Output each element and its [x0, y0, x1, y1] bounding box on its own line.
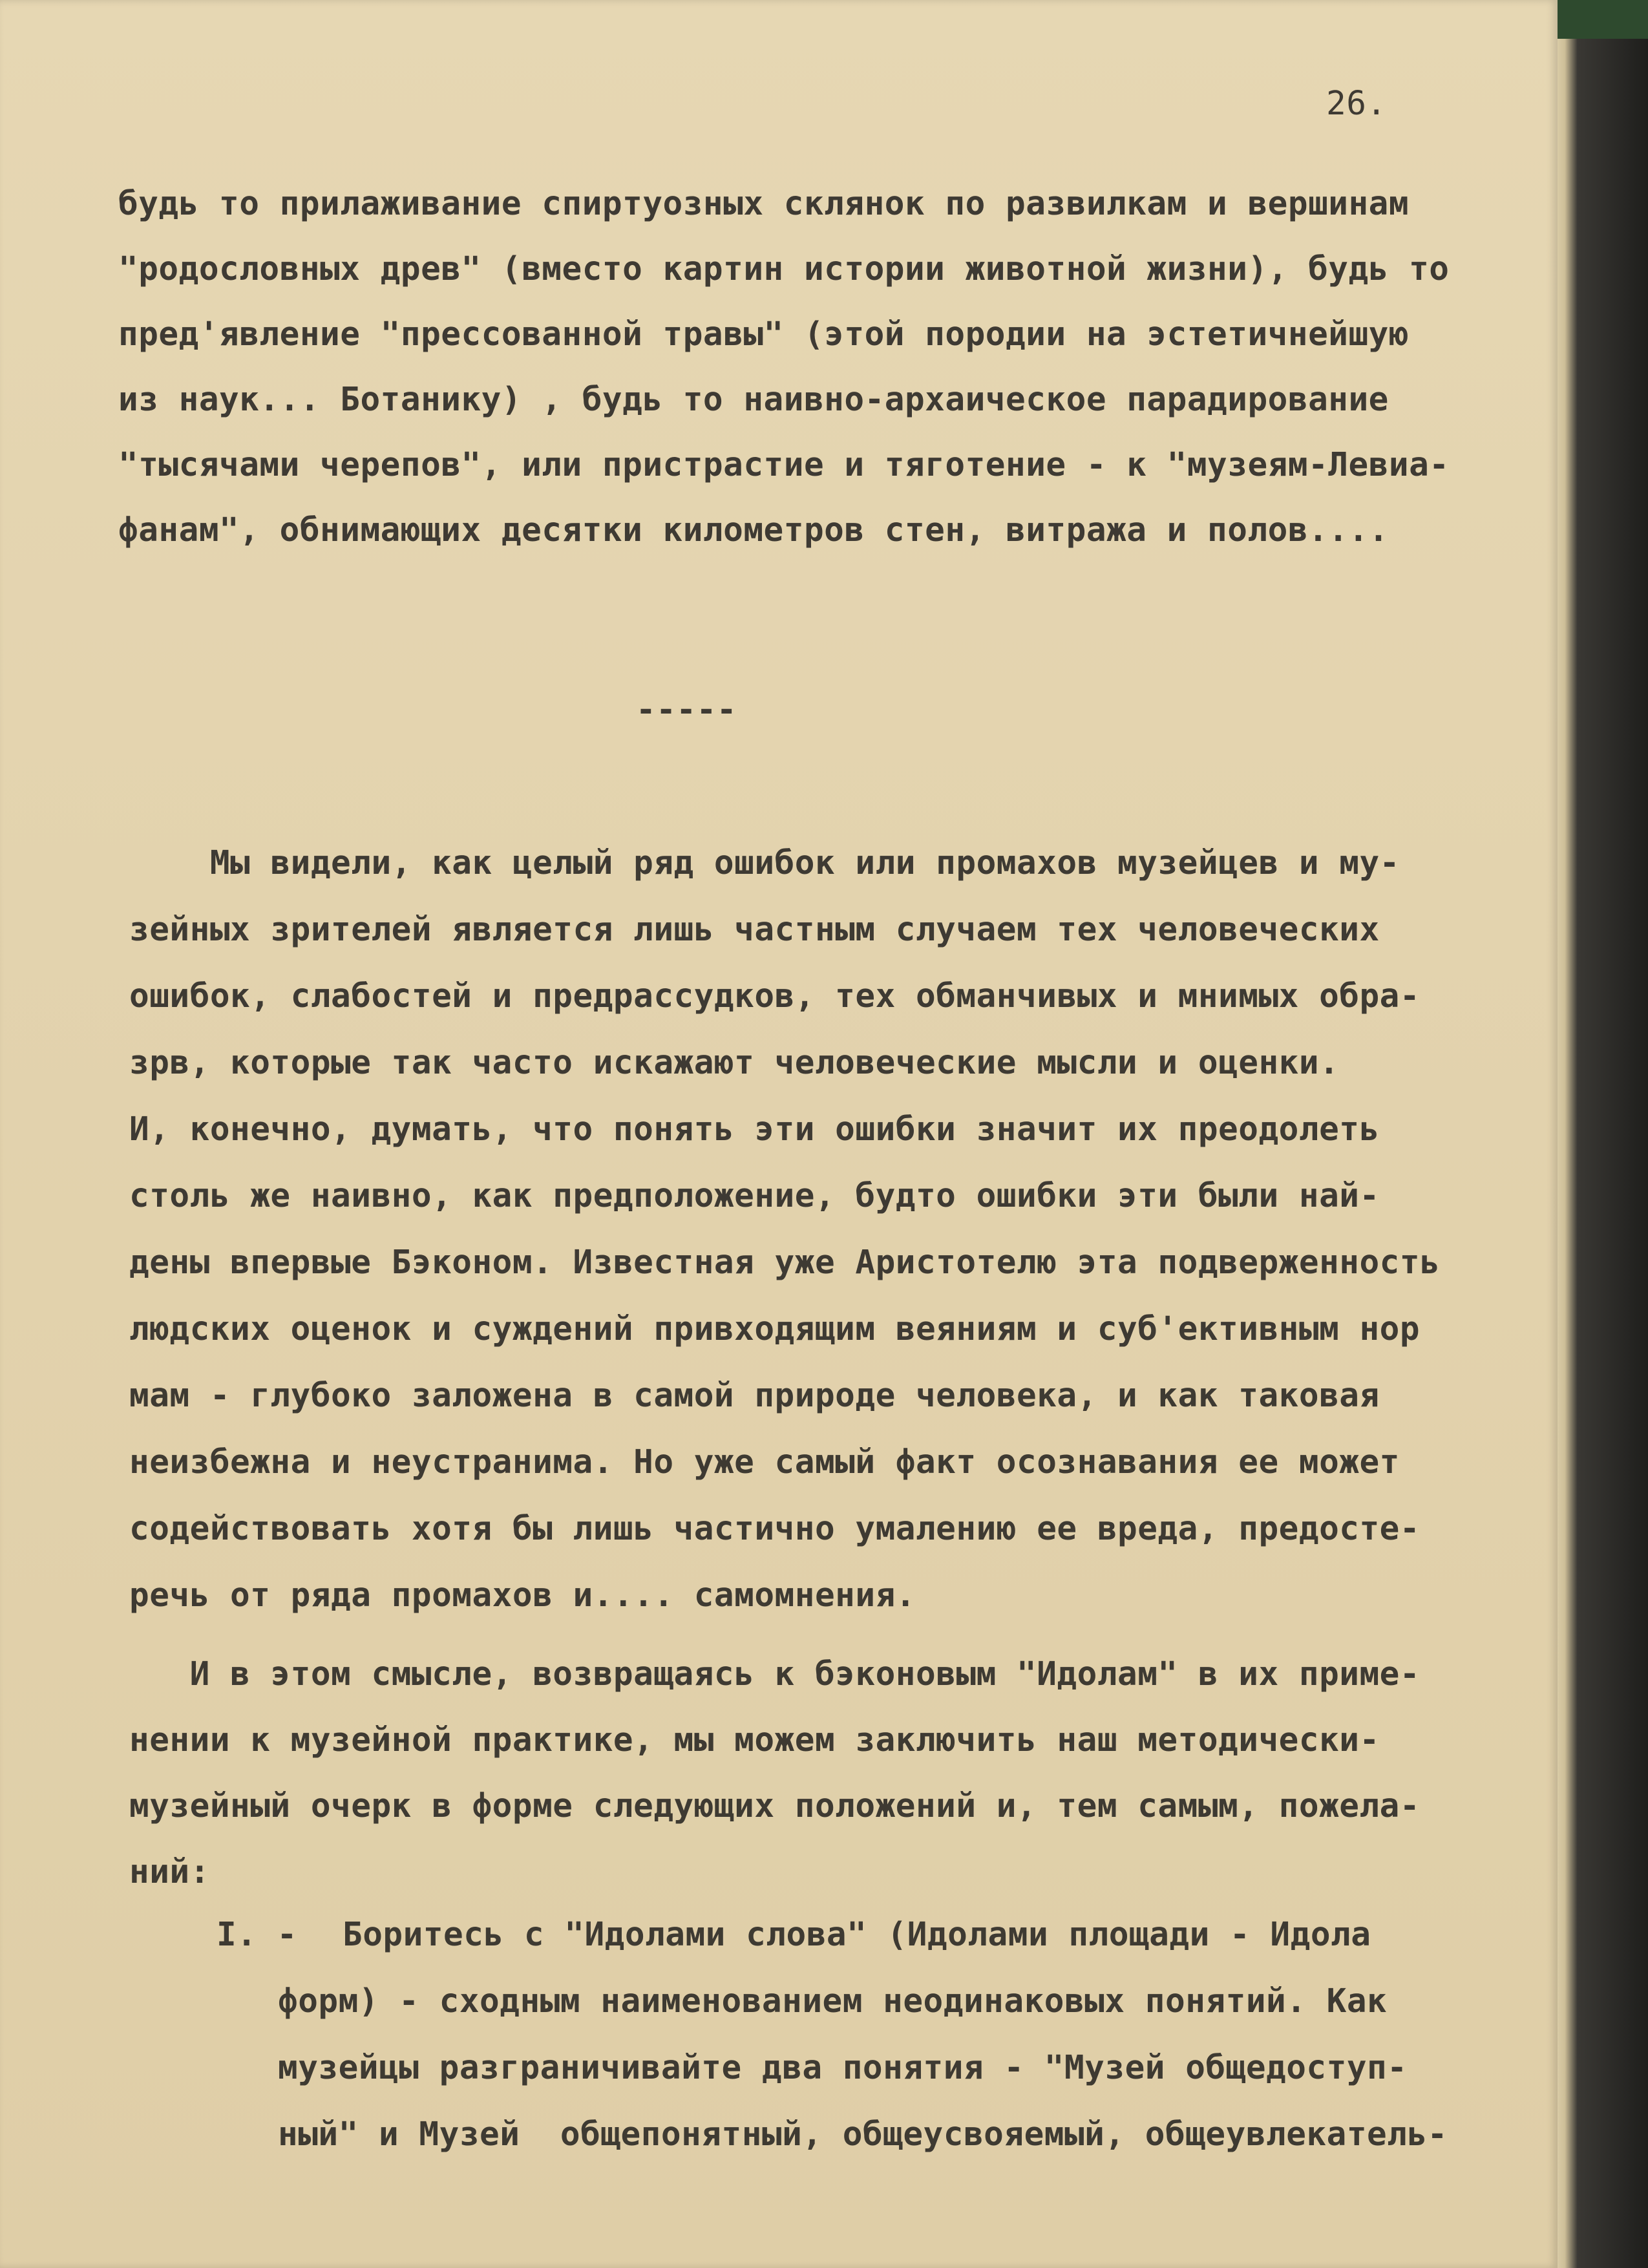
scan-background-edge [1558, 0, 1648, 2268]
page-number: 26. [1326, 85, 1387, 123]
text-line: "родословных древ" (вместо картин истории животной жизни), будь то [118, 250, 1450, 288]
scan-background-corner [1558, 0, 1648, 39]
text-line: зейных зрителей является лишь частным случаем тех человеческих [129, 911, 1380, 949]
text-line: "тысячами черепов", или пристрастие и тяготение - к "музеям-Левиа- [118, 446, 1450, 484]
list-item-marker: I. - [217, 1916, 297, 1954]
text-line: ошибок, слабостей и предрассудков, тех обманчивых и мнимых обра- [129, 977, 1421, 1015]
text-line: содействовать хотя бы лишь частично умалению ее вреда, предосте- [129, 1510, 1421, 1548]
text-line: нении к музейной практике, мы можем заключить наш методически- [129, 1721, 1380, 1759]
text-line: фанам", обнимающих десятки километров стен, витража и полов.... [118, 511, 1389, 549]
text-line: И, конечно, думать, что понять эти ошибки значит их преодолеть [129, 1110, 1380, 1149]
text-line: Мы видели, как целый ряд ошибок или промахов музейцев и му- [129, 844, 1400, 882]
section-separator: ----- [636, 691, 737, 729]
text-line: ний: [129, 1853, 210, 1891]
text-line: музейный очерк в форме следующих положений и, тем самым, пожела- [129, 1787, 1421, 1825]
text-line: зрв, которые так часто искажают человеческие мысли и оценки. [129, 1044, 1340, 1082]
text-line: речь от ряда промахов и.... самомнения. [129, 1576, 916, 1615]
text-line: будь то прилаживание спиртуозных склянок по развилкам и вершинам [118, 185, 1410, 223]
text-line: ный" и Музей общепонятный, общеусвояемый, общеувлекатель- [278, 2115, 1448, 2154]
text-line: пред'явление "прессованной травы" (этой породии на эстетичнейшую [118, 315, 1410, 354]
text-line: Боритесь с "Идолами слова" (Идолами площади - Идола [343, 1916, 1371, 1954]
text-line: столь же наивно, как предположение, будто ошибки эти были най- [129, 1177, 1380, 1215]
text-line: музейцы разграничивайте два понятия - "Музей общедоступ- [278, 2049, 1408, 2087]
text-line: людских оценок и суждений привходящим веяниям и суб'ективным нор [129, 1310, 1421, 1348]
text-line: дены впервые Бэконом. Известная уже Аристотелю эта подверженность [129, 1244, 1441, 1282]
text-line: из наук... Ботанику) , будь то наивно-архаическое парадирование [118, 381, 1389, 419]
text-line: неизбежна и неустранима. Но уже самый факт осознавания ее может [129, 1443, 1400, 1481]
text-line: форм) - сходным наименованием неодинаковых понятий. Как [278, 1982, 1388, 2020]
text-line: И в этом смысле, возвращаясь к бэконовым "Идолам" в их приме- [129, 1655, 1421, 1693]
text-line: мам - глубоко заложена в самой природе человека, и как таковая [129, 1377, 1380, 1415]
